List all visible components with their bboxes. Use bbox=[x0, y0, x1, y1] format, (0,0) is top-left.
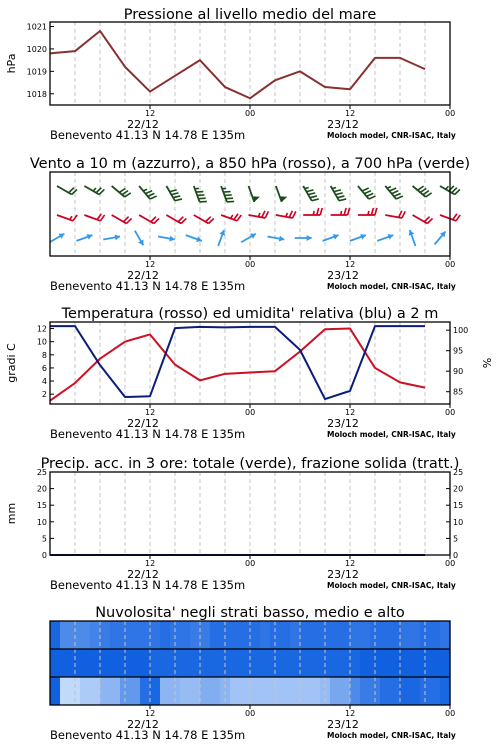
cloud-cell bbox=[390, 677, 401, 705]
wind-barb-feather bbox=[200, 200, 207, 204]
location-label: Benevento 41.13 N 14.78 E 135m bbox=[50, 427, 246, 441]
cloud-cell bbox=[350, 649, 361, 677]
cloud-cell bbox=[60, 649, 71, 677]
wind-arrow-head bbox=[59, 231, 66, 239]
wind-barb-half-feather bbox=[313, 211, 314, 215]
wind-barb bbox=[295, 235, 312, 241]
cloud-cell bbox=[330, 621, 341, 649]
cloud-cell bbox=[280, 621, 291, 649]
wind-barb bbox=[407, 229, 418, 247]
x-tick-label: 12 bbox=[145, 408, 156, 417]
date-label: 23/12 bbox=[327, 718, 359, 731]
y-tick-label: 20 bbox=[36, 484, 47, 494]
wind-barb bbox=[112, 209, 132, 225]
cloud-cell bbox=[180, 677, 191, 705]
cloud-cell bbox=[60, 677, 71, 705]
wind-barb bbox=[303, 208, 322, 215]
cloud-cell bbox=[400, 677, 411, 705]
wind-barb bbox=[358, 182, 376, 201]
y-tick-label: 6 bbox=[41, 363, 47, 373]
wind-barb bbox=[349, 232, 367, 243]
wind-barb bbox=[84, 208, 104, 221]
wind-barb bbox=[240, 231, 258, 245]
cloud-cell bbox=[150, 621, 161, 649]
cloud-cell bbox=[290, 677, 301, 705]
cloud-cell bbox=[350, 677, 361, 705]
wind-barb-shaft bbox=[413, 186, 426, 197]
cloud-cell bbox=[360, 649, 371, 677]
wind-barb-feather bbox=[371, 208, 373, 215]
panel-title: Temperatura (rosso) ed umidita' relativa (blu) a 2 m bbox=[61, 306, 439, 322]
cloud-cell bbox=[80, 677, 91, 705]
panel-title: Pressione al livello medio del mare bbox=[123, 7, 377, 23]
wind-barb bbox=[166, 183, 182, 203]
series-line-humidity bbox=[50, 326, 425, 399]
wind-barb bbox=[221, 184, 234, 204]
cloud-cell bbox=[430, 649, 441, 677]
model-credit: Moloch model, CNR-ISAC, Italy bbox=[327, 430, 456, 439]
x-tick-label: 12 bbox=[145, 260, 156, 269]
cloud-cell bbox=[250, 621, 261, 649]
wind-barb-shaft bbox=[276, 186, 282, 202]
cloud-cell bbox=[380, 649, 391, 677]
cloud-cell bbox=[160, 621, 171, 649]
cloud-cell bbox=[150, 649, 161, 677]
wind-arrow-head bbox=[250, 231, 257, 239]
y2-tick-label: 5 bbox=[453, 534, 459, 544]
x-tick-label: 00 bbox=[445, 709, 456, 718]
wind-barb bbox=[331, 183, 347, 203]
cloud-cell bbox=[340, 621, 351, 649]
cloud-cell bbox=[410, 649, 421, 677]
cloud-cell bbox=[110, 621, 121, 649]
cloud-cell bbox=[290, 621, 301, 649]
cloud-cell bbox=[190, 649, 201, 677]
wind-barb-feather bbox=[293, 211, 296, 218]
cloud-cell bbox=[100, 677, 111, 705]
cloud-cell bbox=[230, 649, 241, 677]
panel-title: Vento a 10 m (azzurro), a 850 hPa (rosso), a 700 hPa (verde) bbox=[29, 156, 471, 172]
cloud-cell bbox=[380, 677, 391, 705]
wind-barb bbox=[139, 209, 159, 225]
x-tick-label: 00 bbox=[245, 260, 256, 269]
y-tick-label: 12 bbox=[36, 324, 47, 334]
wind-barb-feather bbox=[320, 208, 322, 215]
cloud-cell bbox=[400, 649, 411, 677]
cloud-cell bbox=[440, 621, 451, 649]
x-tick-label: 00 bbox=[445, 109, 456, 118]
y2-tick-label: 0 bbox=[453, 551, 459, 560]
cloud-cell bbox=[130, 621, 141, 649]
cloud-cell bbox=[100, 649, 111, 677]
wind-barb bbox=[158, 234, 176, 243]
y-tick-label: 2 bbox=[41, 390, 47, 400]
wind-barb bbox=[103, 234, 121, 243]
cloud-cell bbox=[230, 621, 241, 649]
model-credit: Moloch model, CNR-ISAC, Italy bbox=[327, 581, 456, 590]
wind-barb-feather bbox=[348, 208, 350, 215]
model-credit: Moloch model, CNR-ISAC, Italy bbox=[327, 282, 456, 291]
wind-barb-shaft bbox=[139, 215, 154, 224]
location-label: Benevento 41.13 N 14.78 E 135m bbox=[50, 578, 246, 592]
cloud-cell bbox=[160, 677, 171, 705]
wind-barb-half-feather bbox=[387, 186, 391, 189]
cloud-cell bbox=[90, 649, 101, 677]
series-line-temperature bbox=[50, 329, 425, 401]
wind-barb bbox=[358, 208, 377, 215]
cloud-cell bbox=[50, 649, 61, 677]
wind-barb bbox=[322, 232, 340, 243]
cloud-cell bbox=[200, 677, 211, 705]
cloud-cell bbox=[280, 649, 291, 677]
location-label: Benevento 41.13 N 14.78 E 135m bbox=[50, 728, 246, 742]
cloud-cell bbox=[50, 621, 61, 649]
cloud-cell bbox=[60, 621, 71, 649]
wind-barb-half-feather bbox=[332, 187, 336, 190]
cloud-cell bbox=[250, 649, 261, 677]
wind-barb bbox=[276, 208, 296, 218]
y-tick-label: 15 bbox=[36, 501, 47, 511]
cloud-cell bbox=[300, 677, 311, 705]
wind-barb bbox=[112, 181, 131, 199]
wind-barb-feather bbox=[339, 197, 346, 202]
cloud-cell bbox=[90, 677, 101, 705]
cloud-cell bbox=[90, 621, 101, 649]
x-tick-label: 12 bbox=[345, 709, 356, 718]
cloud-cell bbox=[430, 677, 441, 705]
y2-axis-label: % bbox=[481, 357, 494, 369]
wind-barb-half-feather bbox=[143, 188, 147, 191]
wind-barb bbox=[432, 230, 448, 247]
date-label: 23/12 bbox=[327, 269, 359, 282]
cloud-cell bbox=[240, 621, 251, 649]
cloud-cell bbox=[360, 621, 371, 649]
cloud-cell bbox=[350, 621, 361, 649]
x-tick-label: 00 bbox=[245, 109, 256, 118]
cloud-cell bbox=[210, 649, 221, 677]
y-axis-label: mm bbox=[5, 502, 18, 525]
x-tick-label: 00 bbox=[445, 559, 456, 568]
location-label: Benevento 41.13 N 14.78 E 135m bbox=[50, 128, 246, 142]
cloud-cell bbox=[160, 649, 171, 677]
wind-barb-feather bbox=[227, 200, 234, 204]
wind-barb bbox=[303, 183, 319, 203]
y2-tick-label: 25 bbox=[453, 468, 464, 477]
cloud-cell bbox=[390, 621, 401, 649]
x-tick-label: 00 bbox=[245, 559, 256, 568]
y-tick-label: 1018 bbox=[26, 89, 47, 99]
wind-arrow-head bbox=[307, 235, 312, 241]
y2-tick-label: 85 bbox=[453, 387, 464, 397]
wind-barb-shaft bbox=[194, 215, 209, 224]
cloud-cell bbox=[130, 677, 141, 705]
series-line-pressure bbox=[50, 31, 425, 98]
wind-barb-half-feather bbox=[368, 211, 369, 215]
wind-barb bbox=[267, 234, 285, 243]
y-axis-label: hPa bbox=[5, 53, 18, 74]
cloud-cell bbox=[140, 621, 151, 649]
cloud-cell bbox=[240, 677, 251, 705]
panel-title: Precip. acc. in 3 ore: totale (verde), frazione solida (tratt.) bbox=[40, 456, 460, 472]
y2-tick-label: 90 bbox=[453, 367, 464, 377]
wind-barb-feather bbox=[265, 211, 268, 218]
wind-barb-half-feather bbox=[305, 187, 309, 190]
wind-barb bbox=[413, 181, 432, 199]
cloud-cell bbox=[260, 621, 271, 649]
x-tick-label: 12 bbox=[345, 559, 356, 568]
date-label: 22/12 bbox=[127, 718, 159, 731]
x-tick-label: 00 bbox=[445, 260, 456, 269]
wind-barb-half-feather bbox=[341, 211, 342, 215]
cloud-cell bbox=[310, 677, 321, 705]
y-tick-label: 1021 bbox=[26, 22, 47, 32]
cloud-cell bbox=[180, 621, 191, 649]
wind-barb-feather bbox=[402, 211, 405, 218]
wind-barb bbox=[331, 208, 350, 215]
cloud-cell bbox=[190, 621, 201, 649]
y-tick-label: 0 bbox=[41, 551, 47, 560]
y2-tick-label: 10 bbox=[453, 517, 464, 527]
y-tick-label: 25 bbox=[36, 468, 47, 477]
wind-barb bbox=[57, 180, 77, 196]
cloud-cell bbox=[130, 649, 141, 677]
cloud-cell bbox=[80, 621, 91, 649]
location-label: Benevento 41.13 N 14.78 E 135m bbox=[50, 279, 246, 293]
y-tick-label: 1020 bbox=[26, 44, 47, 54]
y-tick-label: 1019 bbox=[26, 67, 47, 77]
y-tick-label: 10 bbox=[36, 337, 47, 347]
cloud-cell bbox=[400, 621, 411, 649]
cloud-cell bbox=[330, 649, 341, 677]
x-tick-label: 12 bbox=[345, 109, 356, 118]
x-tick-label: 12 bbox=[145, 559, 156, 568]
wind-barb bbox=[249, 208, 269, 218]
cloud-cell bbox=[50, 677, 61, 705]
wind-barb bbox=[57, 208, 77, 221]
wind-barb-half-feather bbox=[195, 187, 199, 189]
x-tick-label: 12 bbox=[345, 408, 356, 417]
cloud-cell bbox=[300, 621, 311, 649]
wind-barb-shaft bbox=[112, 215, 127, 224]
plot-frame bbox=[50, 322, 450, 404]
cloud-cell bbox=[140, 649, 151, 677]
cloud-cell bbox=[250, 677, 261, 705]
wind-barb bbox=[385, 182, 403, 201]
wind-barb bbox=[132, 229, 146, 247]
cloud-cell bbox=[180, 649, 191, 677]
cloud-cell bbox=[430, 621, 441, 649]
cloud-cell bbox=[380, 621, 391, 649]
cloud-cell bbox=[210, 621, 221, 649]
date-label: 22/12 bbox=[127, 269, 159, 282]
y-tick-label: 8 bbox=[41, 350, 47, 360]
cloud-cell bbox=[290, 649, 301, 677]
wind-barb-feather bbox=[175, 197, 182, 202]
cloud-cell bbox=[300, 649, 311, 677]
cloud-cell bbox=[230, 677, 241, 705]
wind-barb-feather bbox=[317, 208, 319, 215]
wind-barb-feather bbox=[312, 197, 319, 202]
wind-barb-shaft bbox=[166, 215, 181, 224]
panel-title: Nuvolosita' negli strati basso, medio e alto bbox=[95, 605, 405, 621]
wind-barb bbox=[221, 208, 241, 221]
wind-barb bbox=[413, 209, 433, 225]
cloud-cell bbox=[280, 677, 291, 705]
y2-tick-label: 15 bbox=[453, 501, 464, 511]
cloud-cell bbox=[140, 677, 151, 705]
x-tick-label: 12 bbox=[345, 260, 356, 269]
cloud-cell bbox=[80, 649, 91, 677]
wind-barb bbox=[84, 180, 104, 196]
cloud-cell bbox=[310, 621, 321, 649]
cloud-cell bbox=[260, 677, 271, 705]
cloud-cell bbox=[260, 649, 271, 677]
cloud-cell bbox=[340, 649, 351, 677]
wind-barb-feather bbox=[289, 210, 292, 217]
cloud-cell bbox=[360, 677, 371, 705]
wind-barb bbox=[194, 209, 214, 225]
wind-barb-shaft bbox=[112, 186, 125, 197]
cloud-cell bbox=[190, 677, 201, 705]
y-tick-label: 5 bbox=[41, 534, 47, 544]
date-label: 22/12 bbox=[127, 417, 159, 430]
y-tick-label: 10 bbox=[36, 517, 47, 527]
model-credit: Moloch model, CNR-ISAC, Italy bbox=[327, 131, 456, 140]
wind-barb-shaft bbox=[57, 186, 72, 195]
wind-barb bbox=[276, 184, 288, 202]
date-label: 22/12 bbox=[127, 118, 159, 131]
date-label: 23/12 bbox=[327, 568, 359, 581]
cloud-cell bbox=[340, 677, 351, 705]
x-tick-label: 00 bbox=[245, 408, 256, 417]
date-label: 23/12 bbox=[327, 118, 359, 131]
cloud-cell bbox=[410, 677, 421, 705]
date-label: 23/12 bbox=[327, 417, 359, 430]
x-tick-label: 12 bbox=[145, 109, 156, 118]
cloud-cell bbox=[440, 677, 451, 705]
cloud-cell bbox=[150, 677, 161, 705]
cloud-cell bbox=[440, 649, 451, 677]
cloud-cell bbox=[110, 649, 121, 677]
y-tick-label: 4 bbox=[41, 377, 47, 387]
cloud-cell bbox=[410, 621, 421, 649]
cloud-cell bbox=[240, 649, 251, 677]
y-axis-label: gradi C bbox=[5, 343, 18, 383]
wind-barb bbox=[166, 209, 186, 225]
y2-tick-label: 95 bbox=[453, 346, 464, 356]
wind-barb-feather bbox=[344, 208, 346, 215]
y2-tick-label: 100 bbox=[453, 326, 469, 336]
cloud-cell bbox=[390, 649, 401, 677]
cloud-cell bbox=[330, 677, 341, 705]
cloud-cell bbox=[310, 649, 321, 677]
y2-tick-label: 20 bbox=[453, 484, 464, 494]
x-tick-label: 00 bbox=[245, 709, 256, 718]
model-credit: Moloch model, CNR-ISAC, Italy bbox=[327, 731, 456, 740]
wind-barb-half-feather bbox=[222, 187, 226, 189]
cloud-cell bbox=[100, 621, 111, 649]
date-label: 22/12 bbox=[127, 568, 159, 581]
wind-barb bbox=[385, 208, 405, 218]
cloud-cell bbox=[200, 649, 211, 677]
wind-barb bbox=[75, 232, 93, 243]
wind-barb bbox=[376, 232, 394, 243]
wind-barb bbox=[139, 182, 157, 201]
cloud-cell bbox=[110, 677, 121, 705]
cloud-cell bbox=[210, 677, 221, 705]
wind-arrow-head bbox=[138, 240, 146, 247]
cloud-cell bbox=[200, 621, 211, 649]
wind-barb-feather bbox=[262, 210, 265, 217]
wind-barb bbox=[48, 231, 66, 245]
wind-barb-shaft bbox=[84, 186, 99, 195]
x-tick-label: 12 bbox=[145, 709, 156, 718]
x-tick-label: 00 bbox=[445, 408, 456, 417]
